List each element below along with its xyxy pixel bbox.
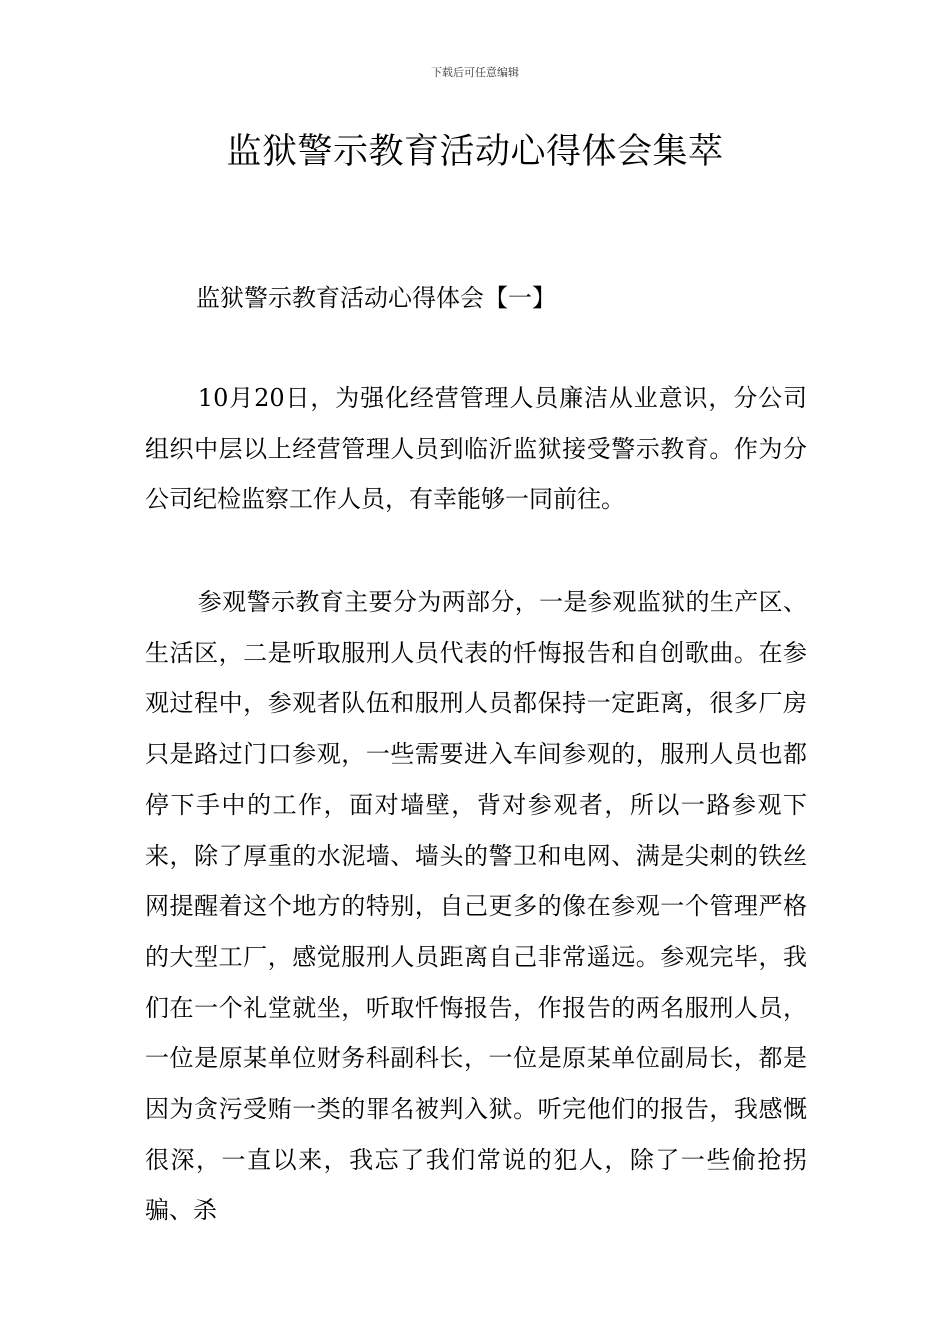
section-heading: 监狱警示教育活动心得体会【一】 [196,284,556,312]
body-paragraph-2: 参观警示教育主要分为两部分，一是参观监狱的生产区、生活区，二是听取服刑人员代表的忏悔报告和自创歌曲。在参观过程中，参观者队伍和服刑人员都保持一定距离，很多厂房只是路过门口参观，一些需要进入车间参观的，服刑人员也都停下手中的工作，面对墙壁，背对参观者，所以一路参观下来，除了厚重的水泥墙、墙头的警卫和电网、满是尖刺的铁丝网提醒着这个地方的特别，自己更多的像在参观一个管理严格的大型工厂，感觉服刑人员距离自己非常遥远。参观完毕，我们在一个礼堂就坐，听取忏悔报告，作报告的两名服刑人员，一位是原某单位财务科副科长，一位是原某单位副局长，都是因为贪污受贿一类的罪名被判入狱。听完他们的报告，我感慨很深，一直以来，我忘了我们常说的犯人，除了一些偷抢拐骗、杀 [145,588,807,1225]
header-note: 下载后可任意编辑 [431,66,519,79]
body-paragraph-1: 10月20日，为强化经营管理人员廉洁从业意识，分公司组织中层以上经营管理人员到临沂监狱接受警示教育。作为分公司纪检监察工作人员，有幸能够一同前往。 [145,384,807,514]
document-title: 监狱警示教育活动心得体会集萃 [226,132,724,172]
